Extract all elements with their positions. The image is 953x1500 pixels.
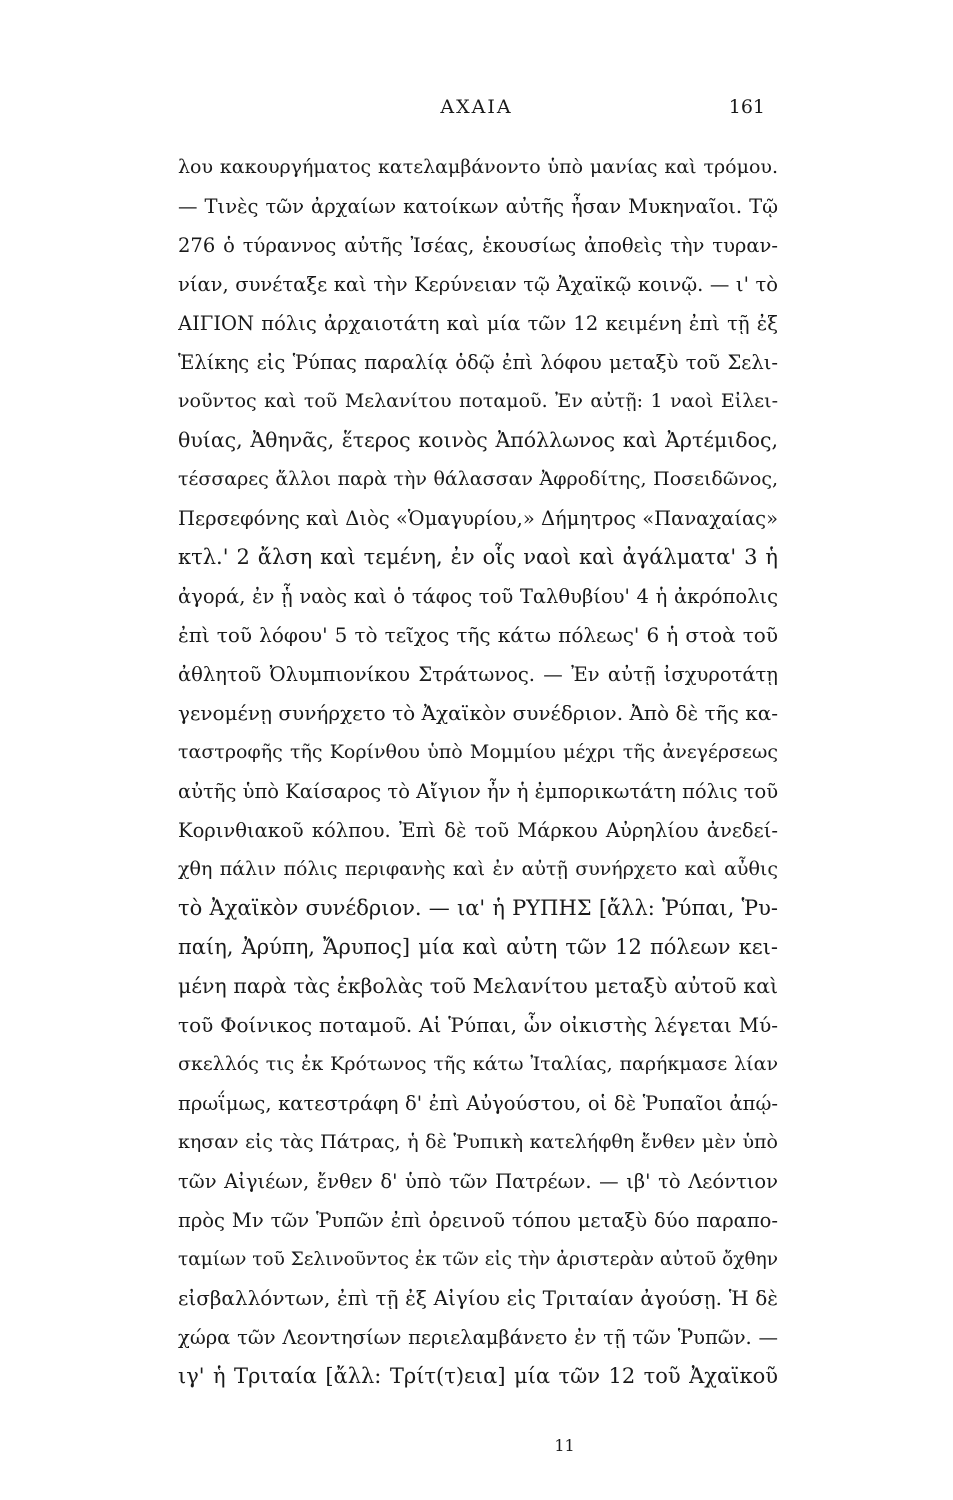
text-line: κησαν εἰς τὰς Πάτρας, ἡ δὲ Ῥυπικὴ κατελήφθη ἔνθεν μὲν ὑπὸ [178, 1131, 778, 1153]
running-head [0, 96, 953, 126]
text-line: λου κακουργήματος κατελαμβάνοντο ὑπὸ μανίας καὶ τρόμου. [178, 156, 778, 178]
text-line: Κορινθιακοῦ κόλπου. Ἐπὶ δὲ τοῦ Μάρκου Αὐρηλίου ἀνεδεί- [178, 819, 778, 842]
text-line: νίαν, συνέταξε καὶ τὴν Κερύνειαν τῷ Ἀχαϊκῷ κοινῷ. — ι' τὸ [178, 273, 778, 296]
text-line: μένη παρὰ τὰς ἐκβολὰς τοῦ Μελανίτου μεταξὺ αὐτοῦ καὶ [178, 974, 778, 998]
text-line: χώρα τῶν Λεοντησίων περιελαμβάνετο ἐν τῇ τῶν Ῥυπῶν. — [178, 1326, 778, 1349]
running-title: ΑΧΑΙΑ [440, 96, 513, 118]
text-line: παίη, Ἀρύπη, Ἄρυπος] μία καὶ αὐτη τῶν 12 πόλεων κει- [178, 935, 778, 959]
text-line: γενομένῃ συνήρχετο τὸ Ἀχαϊκὸν συνέδριον. Ἀπὸ δὲ τῆς κα- [178, 701, 778, 725]
text-line: τοῦ Φοίνικος ποταμοῦ. Αἱ Ῥύπαι, ὧν οἰκιστὴς λέγεται Μύ- [178, 1013, 778, 1037]
body-text [178, 148, 778, 1396]
text-line: τὸ Ἀχαϊκὸν συνέδριον. — ια' ἡ ΡΥΠΗΣ [ἄλλ: Ῥύπαι, Ῥυ- [178, 896, 778, 920]
text-line: πρωΐμως, κατεστράφη δ' ἐπὶ Αὐγούστου, οἱ δὲ Ῥυπαῖοι ἀπῴ- [178, 1092, 778, 1115]
text-line: σκελλός τις ἐκ Κρότωνος τῆς κάτω Ἰταλίας, παρήκμασε λίαν [178, 1053, 778, 1075]
text-line: κτλ.' 2 ἄλση καὶ τεμένη, ἐν οἷς ναοὶ καὶ ἀγάλματα' 3 ἡ [178, 545, 778, 569]
text-line: αὐτῆς ὑπὸ Καίσαρος τὸ Αἴγιον ἦν ἡ ἐμπορικωτάτη πόλις τοῦ [178, 780, 778, 803]
text-line: τέσσαρες ἄλλοι παρὰ τὴν θάλασσαν Ἀφροδίτης, Ποσειδῶνος, [178, 468, 778, 490]
text-line: Περσεφόνης καὶ Διὸς «Ὁμαγυρίου,» Δήμητρος «Παναχαίας» [178, 507, 778, 530]
text-line: — Τινὲς τῶν ἀρχαίων κατοίκων αὐτῆς ἦσαν Μυκηναῖοι. Τῷ [178, 195, 778, 218]
text-line: ἀγορά, ἐν ᾗ ναὸς καὶ ὁ τάφος τοῦ Ταλθυβίου' 4 ἡ ἀκρόπολις [178, 585, 778, 608]
page-number: 161 [728, 96, 765, 118]
text-line: ταστροφῆς τῆς Κορίνθου ὑπὸ Μομμίου μέχρι τῆς ἀνεγέρσεως [178, 741, 778, 763]
text-line: πρὸς Μν τῶν Ῥυπῶν ἐπὶ ὀρεινοῦ τόπου μεταξὺ δύο παραπο- [178, 1209, 778, 1232]
text-line: 276 ὁ τύραννος αὐτῆς Ἰσέας, ἑκουσίως ἀποθεὶς τὴν τυραν- [178, 234, 778, 257]
text-line: ιγ' ἡ Τριταία [ἄλλ: Τρίτ(τ)εια] μία τῶν 12 τοῦ Ἀχαϊκοῦ [178, 1364, 778, 1388]
text-line: ἀθλητοῦ Ὀλυμπιονίκου Στράτωνος. — Ἐν αὐτῇ ἰσχυροτάτῃ [178, 663, 778, 686]
text-line: εἰσβαλλόντων, ἐπὶ τῇ ἐξ Αἰγίου εἰς Τριταίαν ἀγούσῃ. Ἡ δὲ [178, 1286, 778, 1310]
text-line: χθη πάλιν πόλις περιφανὴς καὶ ἐν αὐτῇ συνήρχετο καὶ αὖθις [178, 858, 778, 880]
text-line: ΑΙΓΙΟΝ πόλις ἀρχαιοτάτη καὶ μία τῶν 12 κειμένη ἐπὶ τῇ ἐξ [178, 312, 778, 335]
text-line: ταμίων τοῦ Σελινοῦντος ἐκ τῶν εἰς τὴν ἀριστερὰν αὐτοῦ ὄχθην [178, 1249, 778, 1270]
text-line: θυίας, Ἀθηνᾶς, ἕτερος κοινὸς Ἀπόλλωνος καὶ Ἀρτέμιδος, [178, 428, 778, 452]
signature-mark: 11 [554, 1436, 575, 1455]
text-line: Ἑλίκης εἰς Ῥύπας παραλίᾳ ὁδῷ ἐπὶ λόφου μεταξὺ τοῦ Σελι- [178, 351, 778, 374]
text-line: ἐπὶ τοῦ λόφου' 5 τὸ τεῖχος τῆς κάτω πόλεως' 6 ἡ στοὰ τοῦ [178, 623, 778, 647]
text-line: τῶν Αἰγιέων, ἔνθεν δ' ὑπὸ τῶν Πατρέων. — ιβ' τὸ Λεόντιον [178, 1170, 778, 1193]
text-line: νοῦντος καὶ τοῦ Μελανίτου ποταμοῦ. Ἐν αὐτῇ: 1 ναοὶ Εἰλει- [178, 390, 778, 412]
